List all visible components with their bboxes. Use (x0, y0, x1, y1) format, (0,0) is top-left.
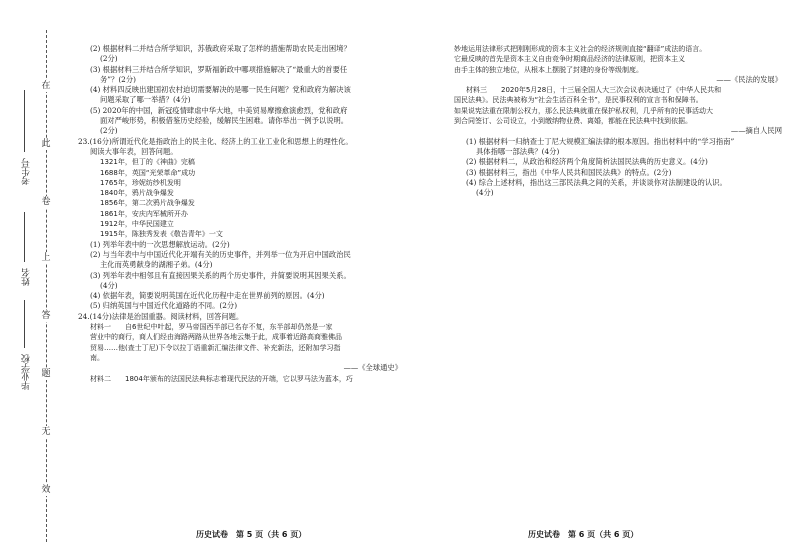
text-line: 24.(14分)法律是治国重器。阅读材料，回答问题。 (78, 311, 244, 321)
name-label: 姓名 (22, 268, 32, 286)
seal-char: 效 (38, 484, 54, 496)
text-line: (3) 列举年表中相邻且有直接因果关系的两个历史事件，并简要说明其因果关系。 (90, 270, 351, 280)
text-line: 贸易……他(查士丁尼)下令以拉丁语重新汇编法律文件、补充新法，还附加学习指 (90, 343, 341, 352)
text-line: (4) 综合上述材料，指出这三部民法典之间的关系，并谈谈你对法制建设的认识。 (466, 177, 727, 187)
seal-char: 此 (38, 138, 54, 150)
text-line: 1765年，珍妮纺纱机发明 (100, 178, 181, 187)
text-line: 国民法典》。民法典被称为“社会生活百科全书”，是民事权利的宣言书和保障书。 (454, 96, 703, 105)
school-label: 毕业学校 (22, 354, 32, 390)
text-line: 妙地运用法律形式把刚刚形成的资本主义社会的经济规则直接“翻译”成法的语言。 (454, 45, 707, 53)
left-page-footer: 历史试卷 第 5 页（共 6 页） (196, 530, 307, 539)
seal-char: 在 (38, 80, 54, 92)
text-line: (3) 根据材料三，指出《中华人民共和国民法典》的特点。(2分) (466, 167, 672, 177)
text-line: (4分) (100, 280, 118, 290)
seal-char: 答 (38, 310, 54, 322)
text-line: 它最反映的首先是资本主义自由竞争时期商品经济的法律原则，把资本主义 (454, 55, 685, 64)
text-line: 问题采取了哪一举措？(4分) (100, 95, 191, 105)
binding-margin (0, 0, 62, 560)
text-line: 23.(16分)所谓近代化是指政治上的民主化、经济上的工业工业化和思想上的理性化。 (78, 136, 353, 146)
seal-char: 上 (38, 252, 54, 264)
text-line: (2) 与当年表中与中国近代化开端有关的历史事件，并列举一位为开启中国政治民 (90, 249, 351, 259)
text-line: 阅读大事年表，回答问题。 (90, 146, 178, 156)
text-line: 材料一 自6世纪中叶起，罗马帝国西半部已名存不复，东半部却仍然是一家 (90, 323, 333, 332)
text-line: (5) 归纳英国与中国近代化道路的不同。(2分) (90, 301, 238, 311)
text-line: 如果说宪法重在限制公权力，那么民法典就重在保护私权利，几乎所有的民事活动大 (454, 106, 713, 115)
text-line: (5) 2020年的中国，新冠疫情肆虐中华大地，中美贸易摩擦愈演愈烈，党和政府 (90, 105, 348, 115)
text-line: 面对严峻形势，积极借鉴历史经验，缓解民生困难。请你举出一例予以说明。 (100, 116, 349, 126)
text-line: (4) 材料四反映出建国初农村迫切需要解决的是哪一民生问题？党和政府为解决该 (90, 85, 351, 95)
seal-line (46, 30, 47, 542)
text-line: 主化而英勇献身的湖湘子弟。(4分) (100, 260, 213, 270)
text-line: 1861年，安庆内军械所开办 (100, 209, 188, 218)
text-line: (4分) (476, 188, 494, 198)
text-line: 营业中的商行，商人们经由海路两路从世界各地云集于此，成事着近路高商雅佛品 (90, 333, 342, 342)
text-line: 南。 (90, 353, 104, 362)
text-line: 材料三 2020年5月28日，十三届全国人大三次会议表决通过了《中华人民共和 (466, 86, 722, 95)
text-line: 1856年，第二次鸦片战争爆发 (100, 199, 195, 208)
exam-number-line (24, 90, 25, 152)
text-line: 1912年，中华民国建立 (100, 220, 174, 229)
text-line: (2) 根据材料二，从政治和经济两个角度简析法国民法典的历史意义。(4分) (466, 157, 708, 167)
text-line: 到合同签订、公司设立，小到缴纳物业费、离婚，都能在民法典中找到依据。 (454, 117, 692, 126)
text-line: 1688年，英国“光荣革命”成功 (100, 168, 196, 177)
seal-char: 无 (38, 426, 54, 438)
right-page-footer: 历史试卷 第 6 页（共 6 页） (528, 530, 639, 539)
exam-number-label: 考生号 (22, 158, 32, 185)
text-line: 务”？(2分) (100, 74, 136, 84)
text-line: ——《民法的发展》 (716, 74, 782, 84)
seal-char: 卷 (38, 196, 54, 208)
right-page (410, 0, 794, 560)
text-line: ——摘自人民网 (730, 126, 782, 136)
text-line: ——《全球通史》 (343, 363, 402, 373)
text-line: (2) 根据材料二并结合所学知识，苏俄政府采取了怎样的措施帮助农民走出困境？ (90, 44, 351, 53)
seal-char: 题 (38, 368, 54, 380)
left-page-content (78, 44, 410, 384)
school-line (24, 300, 25, 348)
text-line: 材料二 1804年颁布的法国民法典标志着现代民法的开端，它以罗马法为蓝本，巧 (90, 374, 353, 383)
right-page-content (454, 44, 790, 198)
text-line: (4) 依据年表，简要说明英国在近代化历程中走在世界前列的原因。(4分) (90, 291, 325, 301)
text-line: (3) 根据材料三并结合所学知识，罗斯福新政中哪项措施解决了“最重大的首要任 (90, 64, 348, 74)
text-line: 具体指哪一部法典？(4分) (476, 146, 560, 156)
text-line: (2分) (100, 54, 118, 64)
text-line: 1321年，但丁的《神曲》完稿 (100, 158, 195, 167)
text-line: (1) 根据材料一归纳查士丁尼大规模汇编法律的根本原因。指出材料中的“学习指南” (466, 136, 735, 146)
text-line: 1915年，陈独秀发表《敬告青年》一文 (100, 230, 223, 239)
text-line: 由手主体的独立地位，从根本上摆脱了封建的身份等级制度。 (454, 65, 643, 74)
text-line: (2分) (100, 126, 118, 136)
name-line (24, 212, 25, 262)
text-line: (1) 列举年表中的一次思想解放运动。(2分) (90, 239, 230, 249)
text-line: 1840年，鸦片战争爆发 (100, 189, 174, 198)
